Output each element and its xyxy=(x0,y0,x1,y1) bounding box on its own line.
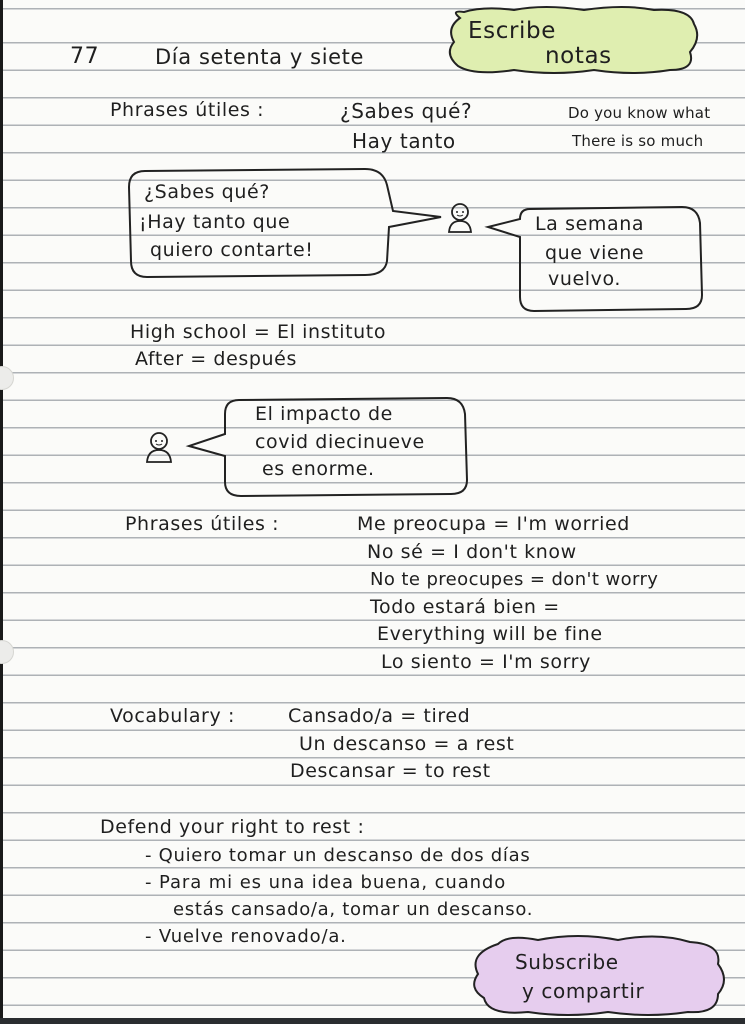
person-icon xyxy=(444,202,476,234)
cloud-subscribe xyxy=(468,934,732,1018)
defend-title: Defend your right to rest : xyxy=(100,816,365,838)
defend-item: - Quiero tomar un descanso de dos días xyxy=(145,845,531,866)
footer-cloud-line-1: Subscribe xyxy=(515,950,619,974)
bubble-covid-line-3: es enorme. xyxy=(262,458,375,480)
page-left-edge xyxy=(0,0,3,1024)
day-title: Día setenta y siete xyxy=(155,45,365,69)
phrase-item: Everything will be fine xyxy=(377,623,603,645)
phrase-item: No te preocupes = don't worry xyxy=(370,569,659,590)
vocabulary-item: Un descanso = a rest xyxy=(299,733,515,755)
bubble-right-line-3: vuelvo. xyxy=(548,268,622,290)
vocab-line: High school = El instituto xyxy=(130,321,387,343)
day-number: 77 xyxy=(70,44,100,69)
bubble-right-line-1: La semana xyxy=(535,213,645,235)
bubble-right-line-2: que viene xyxy=(545,242,645,264)
phrase-en: Do you know what xyxy=(568,104,711,122)
footer-cloud-line-2: y compartir xyxy=(522,979,645,1003)
phrases-label: Phrases útiles : xyxy=(110,99,265,121)
defend-item: estás cansado/a, tomar un descanso. xyxy=(173,899,534,920)
defend-item: - Para mi es una idea buena, cuando xyxy=(145,872,507,893)
vocabulary-item: Descansar = to rest xyxy=(290,760,491,782)
bubble-left-line-3: quiero contarte! xyxy=(150,239,314,261)
vocabulary-item: Cansado/a = tired xyxy=(288,705,471,727)
phrase-item: No sé = I don't know xyxy=(367,541,577,563)
cloud-line-1: Escribe xyxy=(468,18,556,44)
bubble-covid-line-1: El impacto de xyxy=(255,403,393,425)
phrases-label: Phrases útiles : xyxy=(125,513,280,535)
phrase-item: Lo siento = I'm sorry xyxy=(381,651,591,673)
bubble-left-line-2: ¡Hay tanto que xyxy=(139,211,291,233)
phrase-en: There is so much xyxy=(572,132,704,150)
phrase-es: Hay tanto xyxy=(352,129,456,153)
cloud-line-2: notas xyxy=(545,43,612,69)
bubble-left-line-1: ¿Sabes qué? xyxy=(144,181,270,203)
vocabulary-label: Vocabulary : xyxy=(110,705,235,727)
phrase-item: Todo estará bien = xyxy=(370,596,560,618)
page-bottom-edge xyxy=(0,1018,745,1024)
phrase-es: ¿Sabes qué? xyxy=(340,99,473,123)
vocab-line: After = después xyxy=(135,348,297,370)
bubble-covid-line-2: covid diecinueve xyxy=(255,431,425,453)
person-icon xyxy=(142,430,176,464)
phrase-item: Me preocupa = I'm worried xyxy=(357,513,630,535)
defend-item: - Vuelve renovado/a. xyxy=(145,926,347,947)
